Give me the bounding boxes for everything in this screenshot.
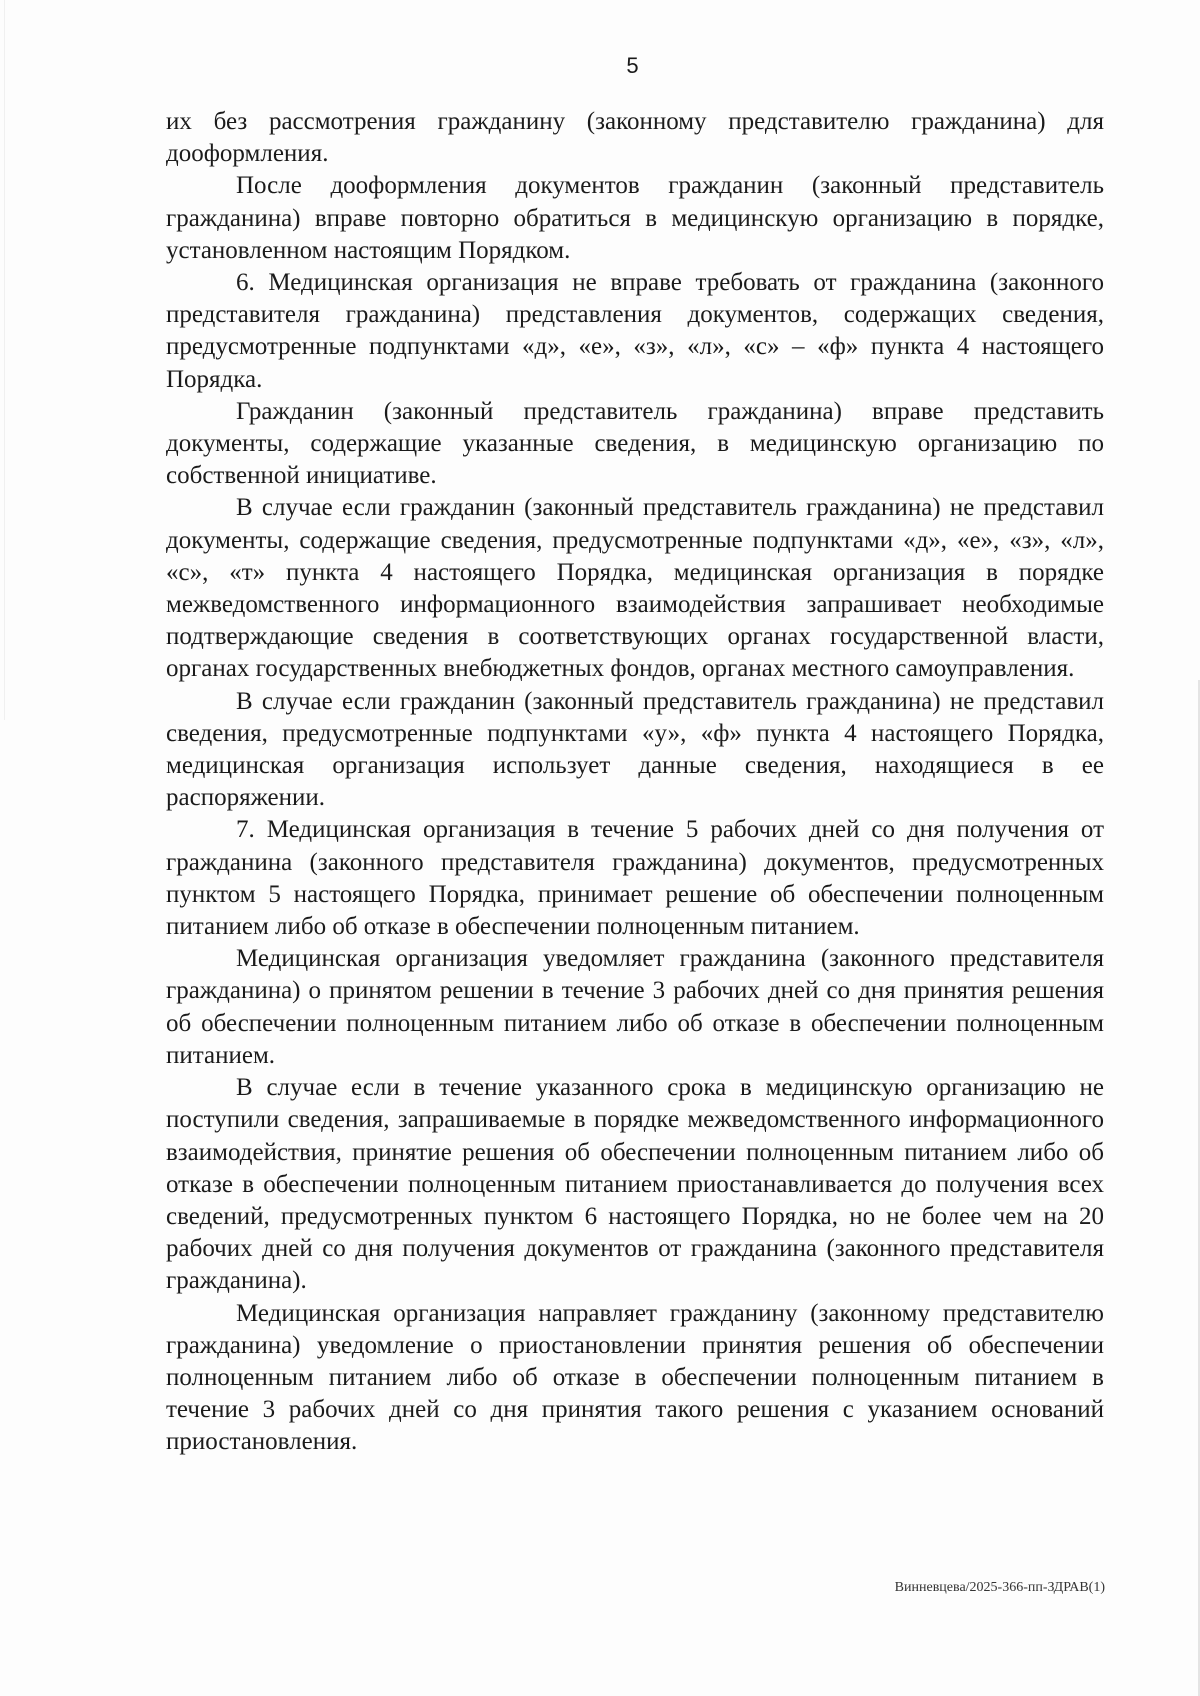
paragraph-item-6: 6. Медицинская организация не вправе требовать от гражданина (законного представителя гражданина) представления документов, содержащих сведения, предусмотренные подпунктами «д», «е», «з», «л», «с» – «ф» пункта 4 настоящего Порядка.	[166, 269, 1104, 393]
paragraph: Медицинская организация уведомляет гражданина (законного представителя гражданина) о принятом решении в течение 3 рабочих дней со дня принятия решения об обеспечении полноценным питанием либо об отказе в обеспечении полноценным питанием.	[166, 945, 1104, 1069]
document-footer-code: Винневцева/2025-366-пп-ЗДРАВ(1)	[894, 1580, 1105, 1595]
paragraph-item-7: 7. Медицинская организация в течение 5 рабочих дней со дня получения от гражданина (законного представителя гражданина) документов, предусмотренных пунктом 5 настоящего Порядка, принимает решение об обеспечении полноценным питанием либо об отказе в обеспечении полноценным питанием.	[166, 816, 1104, 941]
scan-edge-left	[4, 0, 5, 720]
page-number: 5	[626, 53, 639, 78]
paragraph: После дооформления документов гражданин (законный представитель гражданина) вправе повторно обратиться в медицинскую организацию в порядке, установленном настоящим Порядком.	[166, 172, 1104, 264]
paragraph: В случае если гражданин (законный представитель гражданина) не представил документы, содержащие сведения, предусмотренные подпунктами «д», «е», «з», «л», «с», «т» пункта 4 настоящего Порядка, медицинская организация в порядке межведомственного информационного взаимодействия запрашивает необходимые подтверждающие сведения в соответствующих органах государственной власти, органах государственных внебюджетных фондов, органах местного самоуправления.	[166, 494, 1104, 683]
paragraph-continuation: их без рассмотрения гражданину (законному представителю гражданина) для дооформления.	[166, 108, 1104, 168]
paragraph: В случае если гражданин (законный представитель гражданина) не представил сведения, предусмотренные подпунктами «у», «ф» пункта 4 настоящего Порядка, медицинская организация использует данные сведения, находящиеся в ее распоряжении.	[166, 687, 1104, 812]
paragraph: Гражданин (законный представитель гражданина) вправе представить документы, содержащие указанные сведения, в медицинскую организацию по собственной инициативе.	[166, 397, 1104, 490]
paragraph: В случае если в течение указанного срока в медицинскую организацию не поступили сведения, запрашиваемые в порядке межведомственного информационного взаимодействия, принятие решения об обеспечении полноценным питанием либо об отказе в обеспечении полноценным питанием приостанавливается до получения всех сведений, предусмотренных пунктом 6 настоящего Порядка, но не более чем на 20 рабочих дней со дня получения документов от гражданина (законного представителя гражданина).	[166, 1074, 1104, 1295]
document-body	[166, 106, 1104, 1459]
paragraph: Медицинская организация направляет гражданину (законному представителю гражданина) уведомление о приостановлении принятия решения об обеспечении полноценным питанием либо об отказе в обеспечении полноценным питанием в течение 3 рабочих дней со дня принятия такого решения с указанием оснований приостановления.	[166, 1299, 1104, 1456]
